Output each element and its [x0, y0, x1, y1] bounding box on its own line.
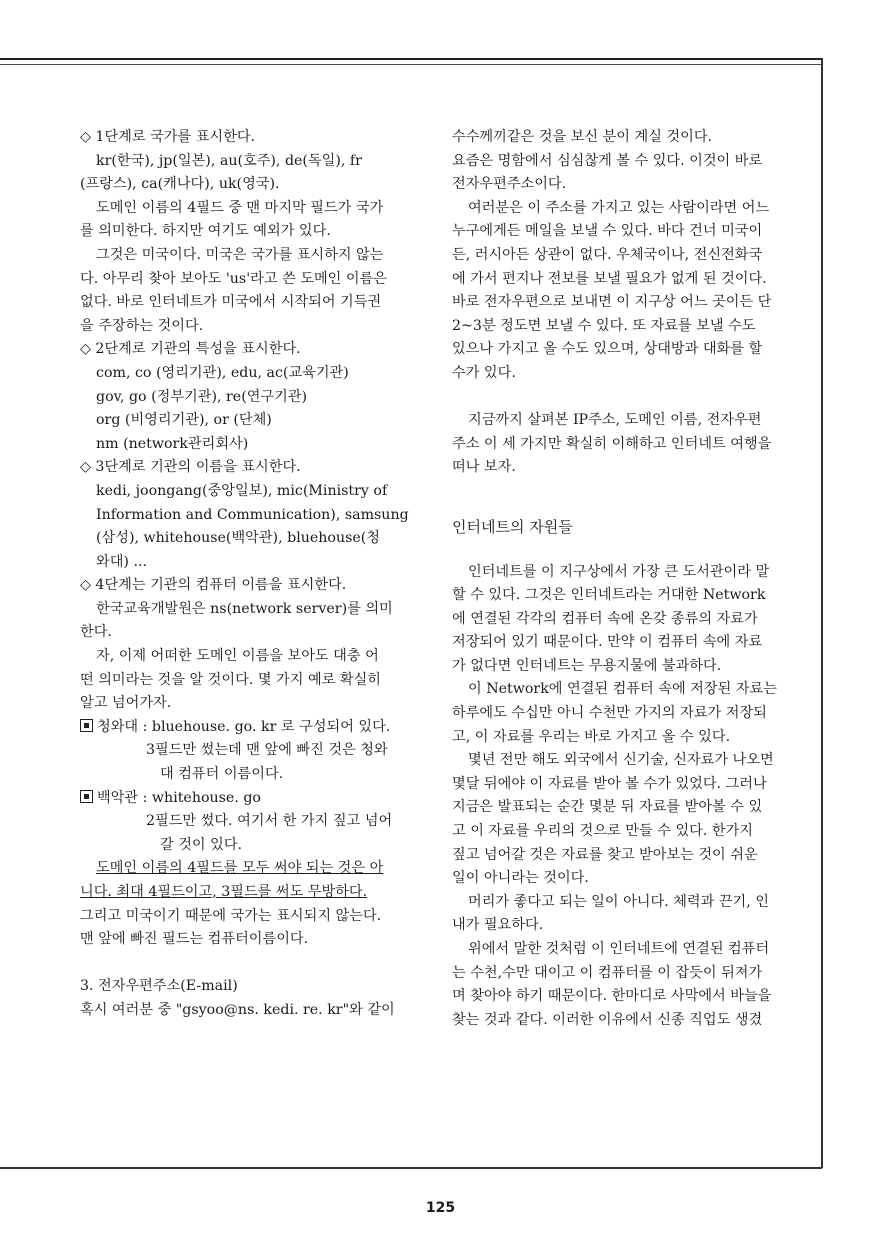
- text-line: 인터네트를 이 지구상에서 가장 큰 도서관이라 말: [468, 563, 770, 580]
- text-line: 을 주장하는 것이다.: [80, 317, 204, 334]
- text-line: 요즘은 명함에서 심심찮게 볼 수 있다. 이것이 바로: [452, 152, 763, 169]
- text-line: 백악관 : whitehouse. go: [97, 789, 261, 806]
- text-line: 다. 아무리 찾아 보아도 'us'라고 쓴 도메인 이름은: [80, 270, 387, 287]
- text-line: 그리고 미국이기 때문에 국가는 표시되지 않는다.: [80, 907, 382, 924]
- text-line: 혹시 여러분 중 "gsyoo@ns. kedi. re. kr"와 같이: [80, 1001, 395, 1018]
- text-line: 를 의미한다. 하지만 여기도 예외가 있다.: [80, 223, 331, 240]
- bottom-rule: [0, 1167, 822, 1169]
- text-line: 2필드만 썼다. 여기서 한 가지 짚고 넘어: [146, 813, 393, 830]
- text-line: (프랑스), ca(캐나다), uk(영국).: [80, 176, 280, 193]
- text-line: nm (network관리회사): [96, 435, 249, 452]
- text-line: 자, 이제 어떠한 도메인 이름을 보아도 대충 어: [96, 648, 379, 665]
- text-line: 머리가 좋다고 되는 일이 아니다. 체력과 끈기, 인: [468, 893, 769, 910]
- text-line: ◇ 1단계로 국가를 표시한다.: [80, 129, 256, 145]
- bullet-box-icon: [80, 790, 93, 803]
- text-line: 와대) ...: [96, 553, 147, 570]
- text-line: 3필드만 썼는데 맨 앞에 빠진 것은 청와: [146, 742, 388, 759]
- spacer: [452, 480, 802, 504]
- right-rule: [821, 58, 823, 1168]
- spacer: [80, 952, 415, 976]
- text-line: 저장되어 있기 때문이다. 만약 이 컴퓨터 속에 자료: [452, 634, 763, 651]
- text-line: 수가 있다.: [452, 364, 516, 381]
- example-line: [80, 716, 415, 740]
- left-column: [80, 126, 415, 1023]
- text-line: 든, 러시아든 상관이 없다. 우체국이나, 전신전화국: [452, 246, 763, 263]
- text-line: 위에서 말한 것처럼 이 인터네트에 연결된 컴퓨터: [468, 941, 770, 957]
- text-line: 며 찾아야 하기 때문이다. 한마디로 사막에서 바늘을: [452, 988, 772, 1005]
- page-number: 125: [425, 1200, 456, 1216]
- text-line: 그것은 미국이다. 미국은 국가를 표시하지 않는: [96, 246, 384, 263]
- text-line: 이 Network에 연결된 컴퓨터 속에 저장된 자료는: [468, 681, 777, 698]
- text-line: 수수께끼같은 것을 보신 분이 계실 것이다.: [452, 129, 713, 145]
- text-line: 전자우편주소이다.: [452, 176, 567, 193]
- text-line: 있으나 가지고 올 수도 있으며, 상대방과 대화를 할: [452, 341, 763, 358]
- text-line: 여러분은 이 주소를 가지고 있는 사람이라면 어느: [468, 199, 770, 216]
- text-line: 몇년 전만 해도 외국에서 신기술, 신자료가 나오면: [468, 752, 774, 769]
- text-line: 지금은 발표되는 순간 몇분 뒤 자료를 받아볼 수 있: [452, 799, 763, 816]
- text-line: 한국교육개발원은 ns(network server)를 의미: [96, 600, 393, 617]
- text-line: com, co (영리기관), edu, ac(교육기관): [96, 364, 349, 381]
- text-line: ◇ 3단계로 기관의 이름을 표시한다.: [80, 459, 301, 476]
- text-line: 떤 의미라는 것을 알 것이다. 몇 가지 예로 확실히: [80, 671, 381, 688]
- text-line: 는 수천,수만 대이고 이 컴퓨터를 이 잡듯이 뒤져가: [452, 964, 763, 981]
- text-line: 지금까지 살펴본 IP주소, 도메인 이름, 전자우편: [468, 412, 762, 429]
- text-line: 누구에게든 메일을 보낼 수 있다. 바다 건너 미국이: [452, 223, 763, 240]
- section-heading: 3. 전자우편주소(E-mail): [80, 978, 238, 995]
- text-line: 대 컴퓨터 이름이다.: [160, 766, 284, 783]
- text-line: 하루에도 수십만 아니 수천만 가지의 자료가 저장되: [452, 705, 767, 722]
- text-line: ◇ 4단계는 기관의 컴퓨터 이름을 표시한다.: [80, 577, 347, 594]
- text-line: (삼성), whitehouse(백악관), bluehouse(청: [96, 530, 381, 547]
- text-line: org (비영리기관), or (단체): [96, 412, 272, 429]
- text-line: gov, go (정부기관), re(연구기관): [96, 388, 308, 405]
- text-line: 고 이 자료를 우리의 것으로 만들 수 있다. 한가지: [452, 823, 753, 840]
- text-line: 몇달 뒤에야 이 자료를 받아 볼 수가 있었다. 그러나: [452, 775, 767, 792]
- text-line: 떠나 보자.: [452, 459, 516, 476]
- text-line: 짚고 넘어갈 것은 자료를 찾고 받아보는 것이 쉬운: [452, 846, 758, 863]
- text-line: 주소 이 세 가지만 확실히 이해하고 인터네트 여행을: [452, 435, 772, 452]
- text-line: 가 없다면 인터네트는 무용지물에 불과하다.: [452, 657, 722, 674]
- bullet-box-icon: [80, 719, 93, 732]
- underlined-line: 도메인 이름의 4필드를 모두 써야 되는 것은 아: [96, 860, 384, 877]
- text-line: 찾는 것과 같다. 이러한 이유에서 신종 직업도 생겼: [452, 1011, 763, 1028]
- text-line: 할 수 있다. 그것은 인터네트라는 거대한 Network: [452, 587, 766, 604]
- text-line: 2~3분 정도면 보낼 수 있다. 또 자료를 보낼 수도: [452, 317, 756, 334]
- top-rule: [0, 58, 822, 60]
- example-line: [80, 787, 415, 811]
- text-line: 맨 앞에 빠진 필드는 컴퓨터이름이다.: [80, 931, 309, 948]
- section-heading: 인터네트의 자원들: [452, 517, 573, 536]
- text-line: 에 가서 편지나 전보를 보낼 필요가 없게 된 것이다.: [452, 270, 767, 287]
- text-line: 일이 아니라는 것이다.: [452, 870, 589, 887]
- text-line: 내가 필요하다.: [452, 917, 544, 934]
- spacer: [452, 386, 802, 410]
- text-line: kedi, joongang(중앙일보), mic(Ministry of: [96, 482, 388, 499]
- spacer: [452, 551, 802, 561]
- text-line: 청와대 : bluehouse. go. kr 로 구성되어 있다.: [97, 718, 391, 735]
- right-column: [452, 126, 802, 1032]
- text-line: 고, 이 자료를 우리는 바로 가지고 올 수 있다.: [452, 728, 731, 745]
- text-line: 없다. 바로 인터네트가 미국에서 시작되어 기득권: [80, 294, 382, 311]
- text-line: 도메인 이름의 4필드 중 맨 마지막 필드가 국가: [96, 199, 384, 216]
- text-line: 알고 넘어가자.: [80, 695, 172, 712]
- text-line: ◇ 2단계로 기관의 특성을 표시한다.: [80, 341, 301, 358]
- top-rule-thin: [0, 64, 822, 65]
- text-line: 한다.: [80, 624, 112, 641]
- underlined-line: 니다. 최대 4필드이고, 3필드를 써도 무방하다.: [80, 884, 368, 900]
- text-line: 갈 것이 있다.: [160, 836, 243, 853]
- text-line: Information and Communication), samsung: [96, 506, 409, 523]
- text-line: 바로 전자우편으로 보내면 이 지구상 어느 곳이든 단: [452, 294, 772, 311]
- text-line: kr(한국), jp(일본), au(호주), de(독일), fr: [96, 152, 362, 169]
- text-line: 에 연결된 각각의 컴퓨터 속에 온갖 종류의 자료가: [452, 610, 758, 627]
